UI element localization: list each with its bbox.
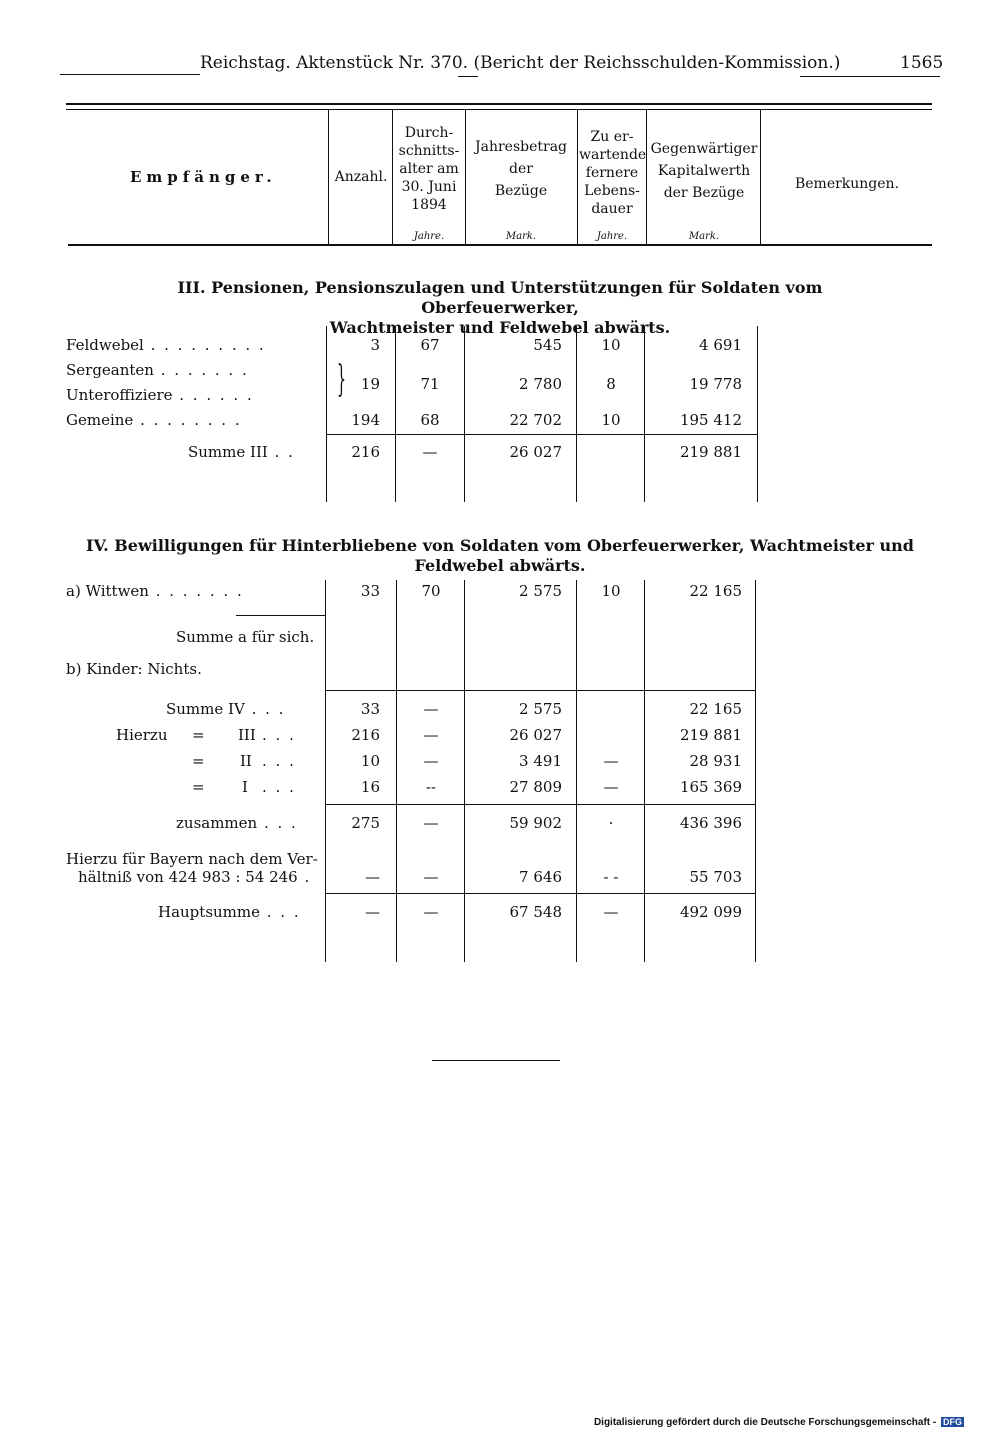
cell-capital: 55 703 bbox=[689, 868, 742, 886]
cell-capital: 22 165 bbox=[689, 582, 742, 600]
s4-col-divider bbox=[464, 580, 465, 962]
header-recipients: Empfänger. bbox=[130, 168, 277, 186]
dfg-logo: DFG bbox=[943, 1417, 962, 1427]
s3-col-divider bbox=[464, 326, 465, 502]
row-label: Hierzu für Bayern nach dem Ver- bbox=[66, 850, 318, 868]
cell-age: 67 bbox=[420, 336, 440, 354]
row-label: zusammen . . . bbox=[176, 814, 298, 832]
cell-annual: 67 548 bbox=[509, 903, 562, 921]
sum-a-label: Summe a für sich. bbox=[176, 628, 315, 646]
cell-life: 10 bbox=[601, 582, 621, 600]
header-annual: Jahresbetrag der Bezüge bbox=[474, 139, 567, 199]
s3-col-divider bbox=[757, 326, 758, 502]
cell-count: — bbox=[365, 868, 380, 886]
s3-col-divider bbox=[644, 326, 645, 502]
end-rule bbox=[432, 1060, 560, 1061]
cell-count: — bbox=[365, 903, 380, 921]
cell-capital: 165 369 bbox=[679, 778, 742, 796]
roman-numeral: I bbox=[242, 778, 248, 796]
header-capital-unit: Mark. bbox=[688, 231, 720, 242]
cell-annual: 26 027 bbox=[509, 443, 562, 461]
cell-capital: 492 099 bbox=[679, 903, 742, 921]
header-avg-age-unit: Jahre. bbox=[413, 231, 445, 242]
header-remarks: Bemerkungen. bbox=[794, 176, 900, 192]
row-label: Gemeine . . . . . . . . bbox=[66, 411, 242, 429]
ditto-mark: = bbox=[192, 726, 205, 744]
running-head: Reichstag. Aktenstück Nr. 370. (Bericht der Reichsschulden-Kommission.) bbox=[200, 53, 841, 73]
cell-annual: 27 809 bbox=[509, 778, 562, 796]
header-top-rule-2 bbox=[66, 109, 932, 110]
head-rule-mid bbox=[458, 76, 478, 77]
cell-age: 70 bbox=[421, 582, 441, 600]
header-avg-age: Durch- schnitts- alter am 30. Juni 1894 bbox=[398, 125, 460, 213]
ditto-mark: = bbox=[192, 778, 205, 796]
s4-sum4-rule bbox=[325, 690, 755, 691]
cell-life: — bbox=[603, 778, 619, 796]
header-annual-unit: Mark. bbox=[505, 231, 537, 242]
cell-count: 19 bbox=[360, 375, 380, 393]
row-label: a) Wittwen . . . . . . . bbox=[66, 582, 244, 600]
cell-capital: 28 931 bbox=[689, 752, 742, 770]
cell-annual: 59 902 bbox=[509, 814, 562, 832]
cell-count: 16 bbox=[360, 778, 380, 796]
cell-capital: 219 881 bbox=[679, 443, 742, 461]
cell-count: 216 bbox=[351, 443, 380, 461]
row-label: Hierzu bbox=[116, 726, 168, 744]
cell-life: — bbox=[603, 903, 619, 921]
footer-text: Digitalisierung gefördert durch die Deutsche Forschungsgemeinschaft - bbox=[593, 1417, 937, 1428]
header-col-divider bbox=[328, 110, 329, 244]
s4-col-divider bbox=[396, 580, 397, 962]
header-capital: Gegenwärtiger Kapitalwerth der Bezüge bbox=[650, 141, 758, 201]
header-col-divider bbox=[465, 110, 466, 244]
header-col-divider bbox=[760, 110, 761, 244]
cell-life: — bbox=[603, 752, 619, 770]
s3-col-divider bbox=[395, 326, 396, 502]
row-label: Sergeanten . . . . . . . bbox=[66, 361, 249, 379]
header-col-divider bbox=[392, 110, 393, 244]
s4-total-rule bbox=[325, 804, 755, 805]
header-col-divider bbox=[646, 110, 647, 244]
row-label: Summe III . . bbox=[188, 443, 295, 461]
header-col-divider bbox=[577, 110, 578, 244]
s4-col-divider bbox=[755, 580, 756, 962]
brace: } bbox=[336, 359, 347, 400]
cell-age: — bbox=[423, 903, 439, 921]
cell-age: 71 bbox=[420, 375, 440, 393]
cell-count: 194 bbox=[351, 411, 380, 429]
row-label-2: Unteroffiziere . . . . . . bbox=[66, 386, 254, 404]
footer bbox=[594, 1417, 964, 1428]
row-dots: . . . bbox=[262, 726, 296, 744]
header-count: Anzahl. bbox=[334, 169, 388, 185]
page-number: 1565 bbox=[900, 53, 944, 73]
cell-age: — bbox=[423, 700, 439, 718]
header-life-unit: Jahre. bbox=[596, 231, 628, 242]
cell-annual: 2 575 bbox=[519, 582, 562, 600]
cell-capital: 195 412 bbox=[679, 411, 742, 429]
cell-annual: 22 702 bbox=[509, 411, 562, 429]
row-dots: . . . bbox=[262, 752, 296, 770]
section4-title: IV. Bewilligungen für Hinterbliebene von Soldaten vom Oberfeuerwerker, Wachtmeister und Feldwebel abwärts. bbox=[86, 536, 914, 575]
cell-annual: 2 780 bbox=[519, 375, 562, 393]
cell-life: · bbox=[608, 814, 614, 832]
cell-age: 68 bbox=[420, 411, 440, 429]
head-rule-left bbox=[60, 74, 200, 75]
roman-numeral: II bbox=[240, 752, 252, 770]
section3-title: III. Pensionen, Pensionszulagen und Unterstützungen für Soldaten vom Oberfeuerwerker, Wachtmeister und Feldwebel abwärts. bbox=[177, 278, 823, 337]
row-dots: . . . bbox=[262, 778, 296, 796]
cell-life: 10 bbox=[601, 411, 621, 429]
cell-count: 33 bbox=[360, 700, 380, 718]
s4-grand-rule bbox=[325, 893, 755, 894]
cell-age: — bbox=[423, 726, 439, 744]
s4-col-divider bbox=[576, 580, 577, 962]
cell-annual: 2 575 bbox=[519, 700, 562, 718]
s3-sum-rule bbox=[326, 434, 757, 435]
cell-age: — bbox=[423, 814, 439, 832]
cell-age: — bbox=[423, 752, 439, 770]
s4-col-divider bbox=[325, 580, 326, 962]
cell-count: 3 bbox=[370, 336, 380, 354]
head-rule-right bbox=[800, 76, 940, 77]
children-label: b) Kinder: Nichts. bbox=[66, 660, 202, 678]
row-label-2: hältniß von 424 983 : 54 246 . bbox=[78, 868, 312, 886]
s4-sum-a-rule bbox=[236, 615, 326, 616]
cell-capital: 436 396 bbox=[679, 814, 742, 832]
cell-count: 216 bbox=[351, 726, 380, 744]
cell-annual: 26 027 bbox=[509, 726, 562, 744]
row-label: Hauptsumme . . . bbox=[158, 903, 301, 921]
cell-annual: 7 646 bbox=[519, 868, 562, 886]
roman-numeral: III bbox=[238, 726, 256, 744]
header-top-rule bbox=[66, 103, 932, 105]
s4-col-divider bbox=[644, 580, 645, 962]
cell-life: - - bbox=[603, 868, 619, 886]
s3-col-divider bbox=[326, 326, 327, 502]
cell-capital: 219 881 bbox=[679, 726, 742, 744]
cell-age: — bbox=[423, 868, 439, 886]
cell-count: 10 bbox=[360, 752, 380, 770]
cell-life: 8 bbox=[606, 375, 616, 393]
header-life: Zu er- wartende fernere Lebens- dauer bbox=[579, 129, 647, 217]
cell-capital: 19 778 bbox=[689, 375, 742, 393]
cell-age: — bbox=[422, 443, 438, 461]
row-label: Feldwebel . . . . . . . . . bbox=[66, 336, 266, 354]
cell-age: -- bbox=[425, 778, 437, 796]
cell-annual: 545 bbox=[533, 336, 562, 354]
cell-annual: 3 491 bbox=[519, 752, 562, 770]
cell-count: 275 bbox=[351, 814, 380, 832]
cell-capital: 4 691 bbox=[699, 336, 742, 354]
s3-col-divider bbox=[576, 326, 577, 502]
cell-count: 33 bbox=[360, 582, 380, 600]
cell-life: 10 bbox=[601, 336, 621, 354]
cell-capital: 22 165 bbox=[689, 700, 742, 718]
ditto-mark: = bbox=[192, 752, 205, 770]
row-label: Summe IV . . . bbox=[166, 700, 286, 718]
